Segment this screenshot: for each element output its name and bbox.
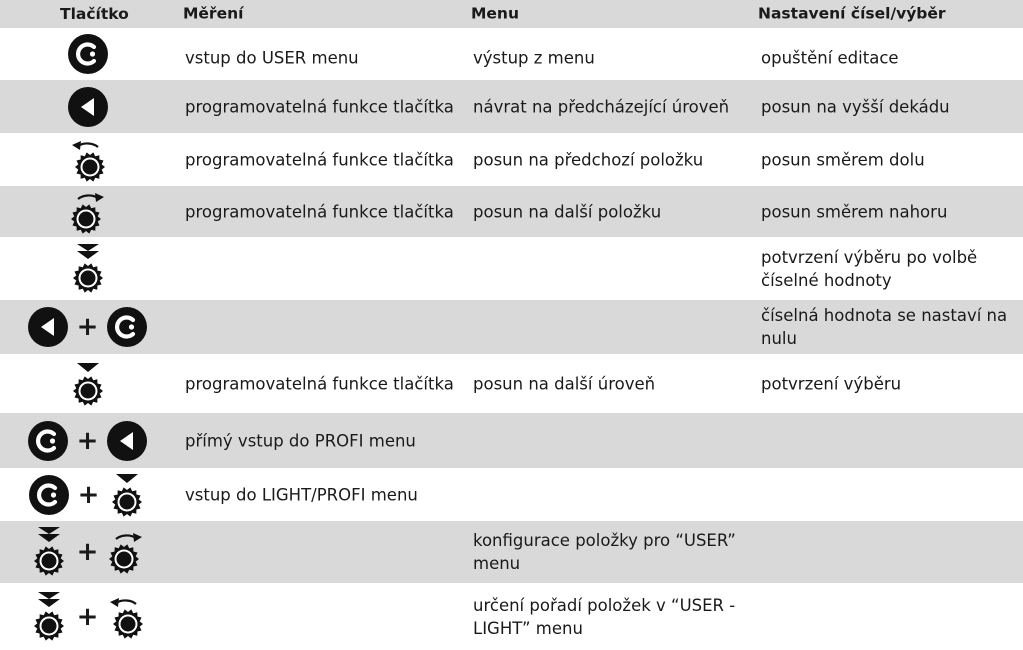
knob-press-long-icon[interactable] <box>29 526 69 578</box>
button-cell <box>0 354 175 413</box>
menu-cell: posun na další položku <box>473 202 662 221</box>
left-arrow-icon[interactable] <box>106 420 148 462</box>
settings-cell: opuštění editace <box>761 48 899 68</box>
button-cell <box>0 468 175 521</box>
table-row <box>0 28 1023 80</box>
knob-rotate-left-icon[interactable] <box>106 594 146 640</box>
knob-rotate-left-icon[interactable] <box>68 137 108 183</box>
left-arrow-icon[interactable] <box>67 86 109 128</box>
measure-cell: vstup do LIGHT/PROFI menu <box>185 485 418 504</box>
measure-cell: programovatelná funkce tlačítka <box>185 374 454 393</box>
plus-sign: + <box>77 479 100 510</box>
table-row <box>0 300 1023 354</box>
measure-cell: vstup do USER menu <box>185 48 359 68</box>
knob-rotate-right-icon[interactable] <box>68 189 108 235</box>
plus-sign: + <box>76 425 99 456</box>
table-row <box>0 413 1023 468</box>
menu-cell: výstup z menu <box>473 48 595 68</box>
menu-cell: konfigurace položky pro “USER” menu <box>473 531 736 573</box>
menu-cell: posun na předchozí položku <box>473 150 704 169</box>
enter-icon[interactable] <box>67 33 109 75</box>
table-row <box>0 133 1023 186</box>
button-cell <box>0 583 175 650</box>
knob-press-icon[interactable] <box>107 472 147 518</box>
measure-cell: programovatelná funkce tlačítka <box>185 150 454 169</box>
header-menu: Menu <box>471 4 520 23</box>
button-cell <box>0 186 175 237</box>
menu-cell: určení pořadí položek v “USER - LIGHT” menu <box>473 595 736 638</box>
plus-sign: + <box>76 601 99 632</box>
header-settings: Nastavení čísel/výběr <box>758 4 946 23</box>
header-button: Tlačítko <box>60 4 129 23</box>
knob-press-icon[interactable] <box>68 361 108 407</box>
button-cell <box>0 300 175 354</box>
settings-cell: potvrzení výběru po volbě číselné hodnoty <box>761 247 978 290</box>
measure-cell: přímý vstup do PROFI menu <box>185 431 416 450</box>
header-measure: Měření <box>183 4 244 23</box>
settings-cell: číselná hodnota se nastaví na nulu <box>761 306 1008 348</box>
button-cell <box>0 133 175 186</box>
table-row <box>0 583 1023 650</box>
table-row <box>0 186 1023 237</box>
settings-cell: posun směrem nahoru <box>761 202 948 221</box>
table-row <box>0 354 1023 413</box>
settings-cell: potvrzení výběru <box>761 374 902 393</box>
knob-rotate-right-icon[interactable] <box>106 529 146 575</box>
knob-press-long-icon[interactable] <box>68 243 108 295</box>
measure-cell: programovatelná funkce tlačítka <box>185 202 454 221</box>
button-cell <box>0 237 175 300</box>
plus-sign: + <box>76 537 99 567</box>
table-row <box>0 521 1023 583</box>
enter-icon[interactable] <box>27 420 69 462</box>
table-row <box>0 80 1023 133</box>
measure-cell: programovatelná funkce tlačítka <box>185 97 454 116</box>
left-arrow-icon[interactable] <box>27 306 69 348</box>
button-cell <box>0 80 175 133</box>
enter-icon[interactable] <box>106 306 148 348</box>
enter-icon[interactable] <box>28 474 70 516</box>
table-row <box>0 237 1023 300</box>
button-cell <box>0 413 175 468</box>
table-header <box>0 0 1023 28</box>
button-cell <box>0 521 175 583</box>
button-cell <box>0 28 175 80</box>
settings-cell: posun směrem dolu <box>761 150 925 169</box>
table-row <box>0 468 1023 521</box>
menu-cell: návrat na předcházející úroveň <box>473 97 730 116</box>
plus-sign: + <box>76 312 99 342</box>
menu-cell: posun na další úroveň <box>473 374 656 393</box>
knob-press-long-icon[interactable] <box>29 591 69 643</box>
settings-cell: posun na vyšší dekádu <box>761 97 950 116</box>
